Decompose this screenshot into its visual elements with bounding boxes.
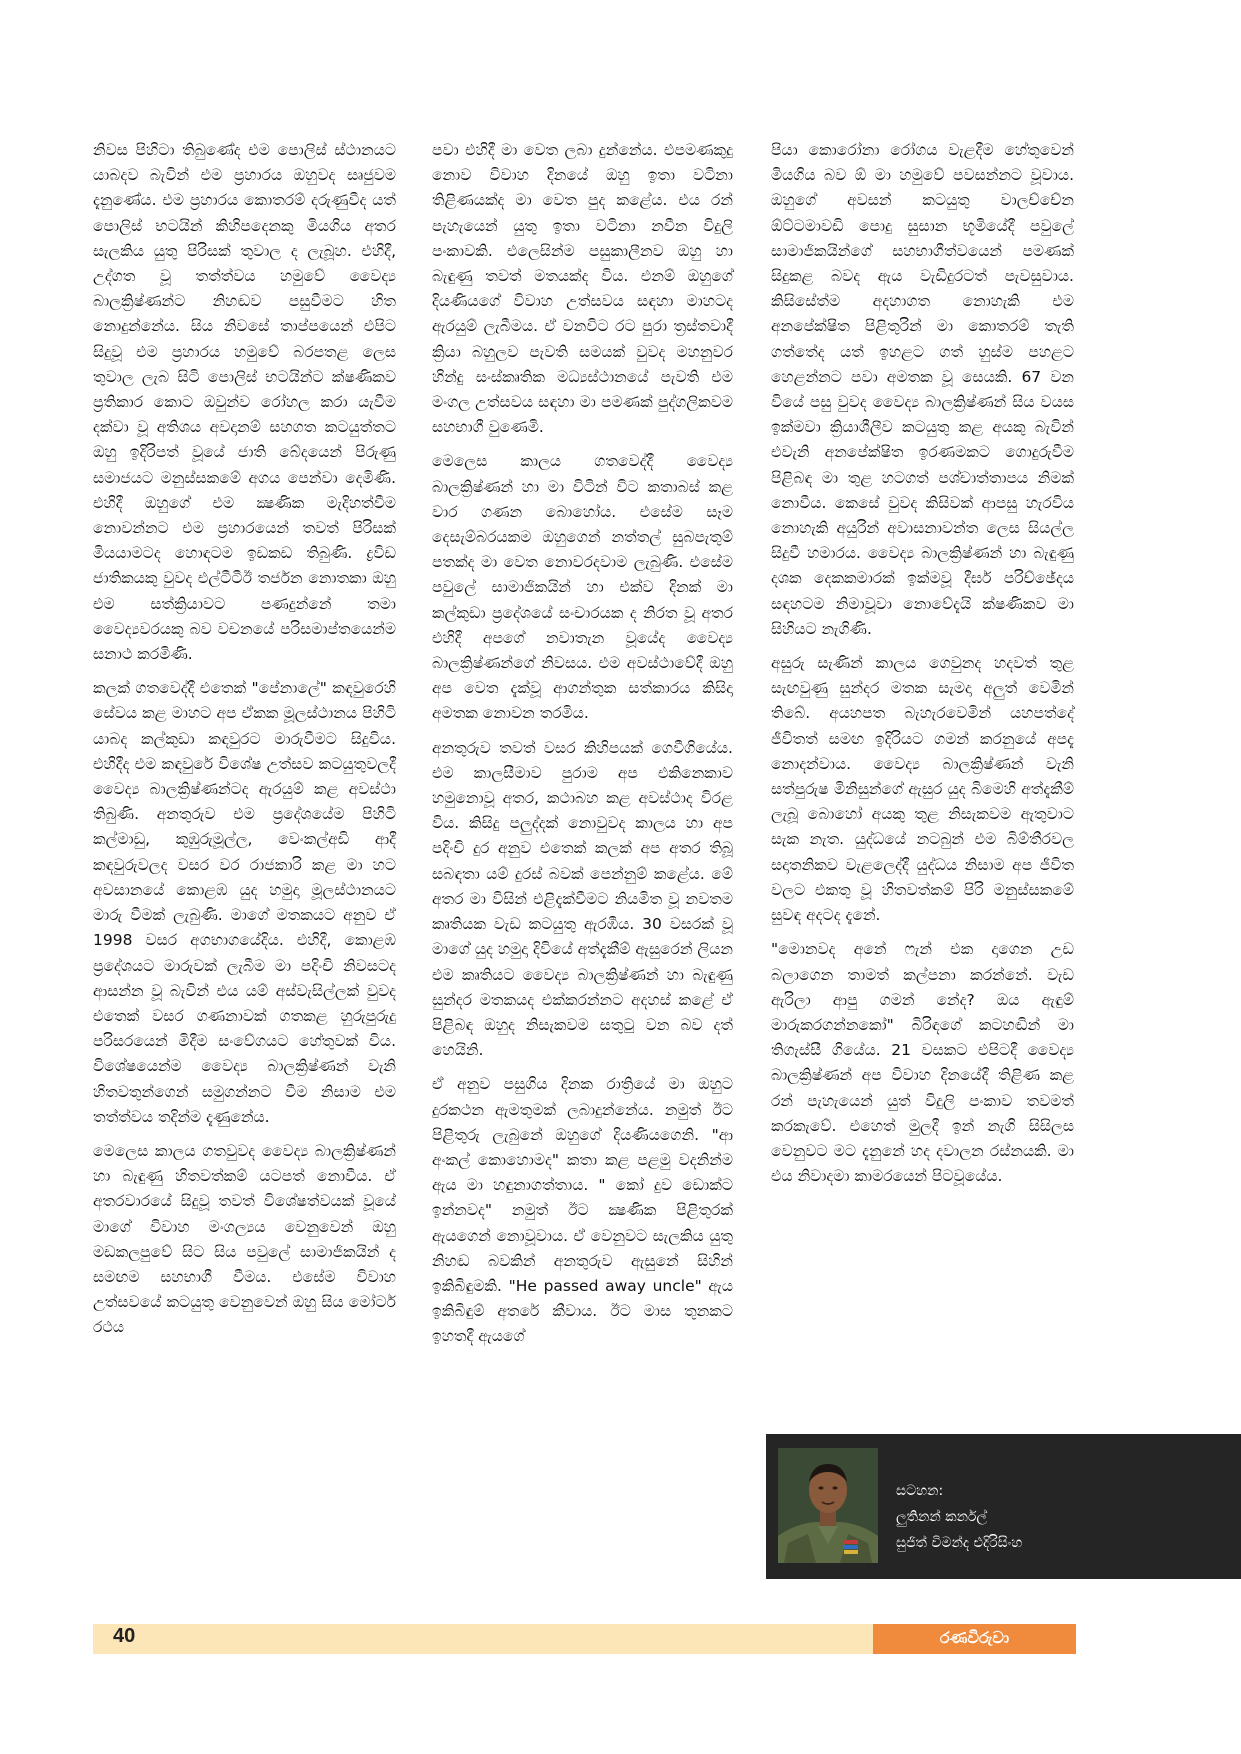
article-paragraph: මෙලෙස කාලය ගතවෙද්දී වෛද්‍ය බාලක්‍රිෂ්ණන් හා මා විටින් විට කතාබස් කළ වාර ගණන බොහෝය. එසේම සෑම දෙසැම්බරයකම ඔහුගෙන් නත්තල් සුබපැතුම් පතක්ද මා වෙත නොවරදවාම ලැබුණි. එසේම පවුලේ සාමාජිකයින් හා එක්ව දිනක් මා කල්කුඩා ප්‍රදේශයේ සංචාරයක ද නිරත වූ අතර එහිදී අපගේ නවාතැන වූයේද වෛද්‍ය බාලක්‍රිෂ්ණන්ගේ නිවසය. එම අවස්ථාවේදී ඔහු අප වෙත දැක්වූ ආගන්තුක සත්කාරය කිසිදා අමතක නොවන තරමිය.: [432, 452, 733, 723]
article-column-2: [432, 138, 733, 1359]
author-name: සුජිත් විමන්ද එදිරිසිංහ: [896, 1535, 1023, 1551]
author-caption-text: [896, 1478, 1022, 1556]
article-column-3: [771, 138, 1074, 1198]
article-paragraph: ඒ අනුව පසුගිය දිනක රාත්‍රියේ මා ඔහුට දුරකථන ඇමතුමක් ලබාදුන්නේය. නමුත් ඊට පිළිතුරු ලැබුනේ ඔහුගේ දියණියගෙනි. "ආ අංකල් කොහොමද" කතා කළ පළමු වදනින්ම ඇය මා හඳුනාගත්තාය. " කෝ දුව ඩොක්ට ඉන්නවද" නමුත් ඊට ක්‍ෂණික පිළිතුරක් ඇයගෙන් නොවූවාය. ඒ වෙනුවට සැලකිය යුතු නිහඬ බවකින් අනතුරුව ඇසුනේ සිහින් ඉකිබිඳුමකි. "He passed away uncle" ඇය ඉකිබිඳුම් අතරේ කීවාය. ඊට මාස තුනකට ඉහතදී ඇයගේ: [432, 1075, 733, 1346]
article-paragraph: කලක් ගතවෙද්දී එතෙක් "පේනාලේ" කඳවුරෙහි සේවය කළ මාහට අප ඒකක මූලස්ථානය පිහිටි යාබද කල්කුඩා කඳවුරට මාරුවීමට සිදුවිය. එහිදීද එම කඳවුරේ විශේෂ උත්සව කටයුතුවලදී වෛද්‍ය බාලක්‍රිෂ්ණන්ටද ඇරයුම් කළ අවස්ථා තිබුණි. අනතුරුව එම ප්‍රදේශයේම පිහිටි කල්මාඩු, කුඹුරුමූල්ල, වෙංකල්අඩි ආදී කඳවුරුවලද වසර වර රාජකාරි කළ මා හට අවසානයේ කොළඹ යුද හමුදා මූලස්ථානයට මාරු වීමක් ලැබුණි. මාගේ මතකයට අනුව ඒ 1998 වසර අගභාගයේදිය. එහිදී, කොළඹ ප්‍රදේශයට මාරුවක් ලැබීම මා පදිංචි නිවසටද ආසන්න වූ බැවින් එය යම් අස්වැසිල්ලක් වුවද එතෙක් වසර ගණනාවක් ගතකළ හුරුපුරුදු පරිසරයෙන් මිදීම සංවේගයට හේතුවක් විය. විශේෂයෙන්ම වෛද්‍ය බාලක්‍රිෂ්ණන් වැනි හිතවතුන්ගෙන් සමුගන්නට වීම නිසාම එම තත්ත්වය තදින්ම දැණුනේය.: [93, 679, 396, 1126]
caption-label: සටහන:: [896, 1483, 944, 1499]
author-caption-box: [766, 1434, 1241, 1579]
article-paragraph: අනතුරුව තවත් වසර කිහිපයක් ගෙවීගියේය. එම කාලසීමාව පුරාම අප එකිනෙකාව හමුනොවූ අතර, කථාබහ කළ අවස්ථාද විරළ විය. කිසිදු පලුද්දක් නොවුවද කාලය හා අප පදිංචි දුර අනුව එතෙක් කලක් අප අතර තිබූ සබඳතා යම් දුරස් බවක් පෙන්නුම් කළේය. මේ අතර මා විසින් එළිදැක්වීමට නියමිත වූ නවතම කෘතියක වැඩ කටයුතු ඇරඹීය. 30 වසරක් වූ මාගේ යුද හමුදා දිවියේ අත්දැකීම් ඇසුරෙන් ලියන එම කෘතියට වෛද්‍ය බාලක්‍රිෂ්ණන් හා බැඳුණු සුන්දර මතකයද එක්කරන්නට අදහස් කළේ ඒ පිළිබඳ ඔහුද නිසැකවම සතුටු වන බව දත් හෙයිනි.: [432, 738, 733, 1060]
article-column-1: [93, 138, 396, 1350]
footer-bar: [93, 1624, 873, 1654]
article-paragraph: පියා කොරෝනා රෝගය වැළදීම හේතුවෙන් මියගිය බව ඕ මා හමුවේ පවසන්නට වූවාය. ඔහුගේ අවසන් කටයුතු වාලච්චේන ඕට්ටමාවඩි පොදු සුසාන භූමියේදී පවුලේ සාමාජිකයින්ගේ සහභාගීත්වයෙන් පමණක් සිදුකළ බවද ඇය වැඩිදුරටත් පැවසුවාය. කිසිසේත්ම අදහාගත නොහැකි එම අනපේක්ෂිත පිළිතුරින් මා කොතරම් තැති ගත්තේද යත් ඉහළට ගත් හුස්ම පහළට හෙළන්නට පවා අමතක වූ සෙයකි. 67 වන වියේ පසු වුවද වෛද්‍ය බාලක්‍රිෂ්ණන් සිය වයස ඉක්මවා ක්‍රියාශීලීව කටයුතු කළ අයකු බැවින් එවැනි අනපේක්ෂිත ඉරණමකට ගොදුරුවීම පිළිබඳ මා තුළ හටගත් පශ්චාත්තාපය නිමක් නොවීය. කෙසේ වුවද කිසිවක් ආපසු හැරවිය නොහැකි අයුරින් අවාසනාවන්ත ලෙස සියල්ල සිදුවී හමාරය. වෛද්‍ය බාලක්‍රිෂ්ණන් හා බැඳුණු දශක දෙකකමාරක් ඉක්මවූ දීර්ඝ පරිච්ඡේදය සඳහටම නිමාවූවා නොවේදැයි ක්ෂණිකව මා සිහියට නැගිණි.: [771, 141, 1074, 638]
author-portrait-icon: [778, 1448, 878, 1563]
article-paragraph: නිවස පිහිටා තිබුණේද එම පොලිස් ස්ථානයට යාබදව බැවින් එම ප්‍රහාරය ඔහුවද සෘජුවම දැනුණේය. එම ප්‍රහාරය කොතරම් දරුණුවීද යත් පොලිස් භටයින් කිහිපදෙනකු මියගිය අතර සැලකිය යුතු පිරිසක් තුවාල ද ලැබූහ. එහිදී, උද්ගත වූ තත්ත්වය හමුවේ වෛද්‍ය බාලක්‍රිෂ්ණන්ට නිහඬව පසුවීමට හිත නොදුන්නේය. සිය නිවසේ තාප්පයෙන් එපිට සිදුවූ එම ප්‍රහාරය හමුවේ බරපතළ ලෙස තුවාල ලැබ සිටි පොලිස් භටයින්ට ක්ෂණිකව ප්‍රතිකාර කොට ඔවුන්ව රෝහල කරා යැවීම දක්වා වූ අතිශය අවදානම් සහගත කටයුත්තට ඔහු ඉදිරිපත් වූයේ ජාති බේදයෙන් පිරුණු සමාජයට මනුස්සකමේ අගය පෙන්වා දෙමිණි. එහිදී ඔහුගේ එම ක්‍ෂණික මැදිහත්වීම නොවන්නට එම ප්‍රහාරයෙන් තවත් පිරිසක් මියයාමටද හොඳටම ඉඩකඩ තිබුණි. ද්‍රවිඩ ජාතිකයකු වුවද එල්ටීටීඊ තර්ජන නොතකා ඔහු එම සත්ක්‍රියාවට පණදුන්නේ තමා වෛද්‍යවරයකු බව වචනයේ පරිසමාප්තයෙන්ම සනාථ කරමිණි.: [93, 141, 396, 664]
author-photo: [778, 1448, 878, 1563]
page-number: 40: [113, 1625, 136, 1647]
article-paragraph: මෙලෙස කාලය ගතවුවද වෛද්‍ය බාලක්‍රිෂ්ණන් හා බැඳුණු හිතවත්කම් යටපත් නොවීය. ඒ අතරවාරයේ සිදුවූ තවත් විශේෂත්වයක් වූයේ මාගේ විවාහ මංගල්‍යය වෙනුවෙන් ඔහු මඩකලපුවේ සිට සිය පවුලේ සාමාජිකයින් ද සමඟම සහභාගී වීමය. එසේම විවාහ උත්සවයේ කටයුතු වෙනුවෙන් ඔහු සිය මෝටර් රථය: [93, 1141, 396, 1337]
article-paragraph: "මොනවද අනේ ෆැන් එක දාගෙන උඩ බලාගෙන තාමත් කල්පනා කරන්නේ. වැඩ ඇරිලා ආපු ගමන් නේද? ඔය ඇඳුම් මාරුකරගන්නකෝ" බිරිඳගේ කටහඬින් මා තිගැස්සී ගියේය. 21 වසකට එපිටදී වෛද්‍ය බාලක්‍රිෂ්ණන් අප විවාහ දිනයේදී තිළිණ කළ රන් පැහැයෙන් යුත් විදුලි පංකාව තවමත් කරකැවේ. එහෙත් මුලදී ඉන් නැගි සිසිලස වෙනුවට මට දැනුනේ හද දවාලන රස්නයකි. මා එය නිවාදමා කාමරයෙන් පිටවූයේය.: [771, 940, 1074, 1186]
article-paragraph: පවා එහිදී මා වෙත ලබා දුන්නේය. එපමණකුදු නොව විවාහ දිනයේ ඔහු ඉතා වටිනා තිළිණයක්ද මා වෙත පුද කළේය. එය රන් පැහැයෙන් යුතු ඉතා වටිනා නවීන විදුලි පංකාවකි. එලෙසින්ම පසුකාලීනව ඔහු හා බැඳුණු තවත් මතයක්ද විය. එනම් ඔහුගේ දියණියගේ විවාහ උත්සවය සඳහා මාහටද ඇරයුම් ලැබීමය. ඒ වනවිට රට පුරා ත්‍රස්තවාදී ක්‍රියා බහුලව පැවති සමයක් වුවද මහනුවර හින්දු සංස්කෘතික මධ්‍යස්ථානයේ පැවති එම මංගල උත්සවය සඳහා මා පමණක් පුද්ගලිකවම සහභාගී වුණෙමි.: [432, 141, 733, 437]
author-rank: ලුතිනන් කර්නල්: [896, 1509, 988, 1525]
magazine-name: රණවිරුවා: [939, 1628, 1010, 1647]
article-paragraph: අසුරු සැණින් කාලය ගෙවුනද හදවත් තුළ සැඟවුණු සුන්දර මතක සැමදා අලුත් වෙමින් තිබේ. අයහපත බැහැරවෙමින් යහපත්දේ ජීවිතත් සමඟ ඉදිරියට ගමන් කරනුයේ අපදැ නොදන්වාය. වෛද්‍ය බාලක්‍රිෂ්ණන් වැනි සත්පුරුෂ මිනිසුන්ගේ ඇසුර යුද බිමෙහි අත්දැකීම් ලැබූ බොහෝ අයකු තුළ නිසැකවම ඇතුවාට සැක නැත. යුද්ධයේ නටබුන් එම බිම්තීරවල සදාතනිකව වැළලෙද්දී යුද්ධය නිසාම අප ජීවිත වලට එකතු වූ හිතවත්කම් පිරි මනුස්සකමේ සුවඳ අදටද දැනේ.: [771, 654, 1074, 925]
footer-brand-bar: [873, 1624, 1076, 1654]
